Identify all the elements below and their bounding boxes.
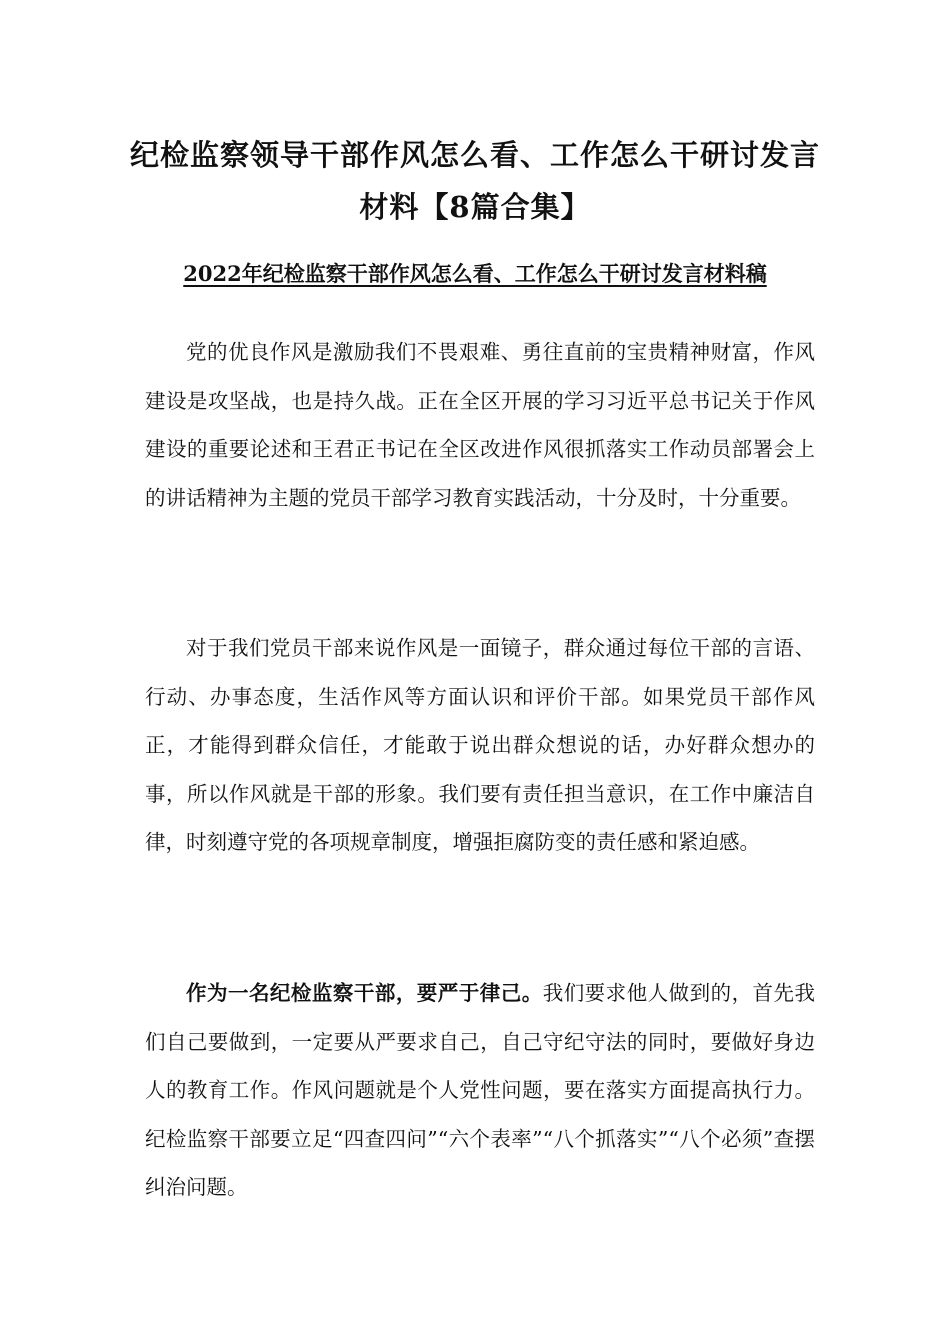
paragraph-2-text: 对于我们党员干部来说作风是一面镜子，群众通过每位干部的言语、行动、办事态度，生活作风等方面认识和评价干部。如果党员干部作风正，才能得到群众信任，才能敢于说出群众想说的话，办好群众想办的事，所以作风就是干部的形象。我们要有责任担当意识，在工作中廉洁自律，时刻遵守党的各项规章制度，增强拒腐防变的责任感和紧迫感。 bbox=[145, 636, 815, 854]
paragraph-1 bbox=[145, 328, 815, 522]
document-title-line-1: 纪检监察领导干部作风怎么看、工作怎么干研讨发言 bbox=[129, 138, 820, 172]
paragraph-3 bbox=[145, 969, 815, 1212]
document-title-line-2: 材料【8篇合集】 bbox=[359, 190, 591, 224]
paragraph-1-text: 党的优良作风是激励我们不畏艰难、勇往直前的宝贵精神财富，作风建设是攻坚战，也是持久战。正在全区开展的学习习近平总书记关于作风建设的重要论述和王君正书记在全区改进作风很抓落实工作动员部署会上的讲话精神为主题的党员干部学习教育实践活动，十分及时，十分重要。 bbox=[145, 340, 815, 510]
paragraph-2 bbox=[145, 624, 815, 867]
section-heading: 2022年纪检监察干部作风怎么看、工作怎么干研讨发言材料稿 bbox=[183, 261, 767, 286]
paragraph-3-lead: 作为一名纪检监察干部，要严于律己。 bbox=[186, 981, 543, 1005]
paragraph-3-text: 我们要求他人做到的，首先我们自己要做到，一定要从严要求自己，自己守纪守法的同时，要做好身边人的教育工作。作风问题就是个人党性问题，要在落实方面提高执行力。纪检监察干部要立足“四查四问”“六个表率”“八个抓落实”“八个必须”查摆纠治问题。 bbox=[145, 981, 816, 1199]
